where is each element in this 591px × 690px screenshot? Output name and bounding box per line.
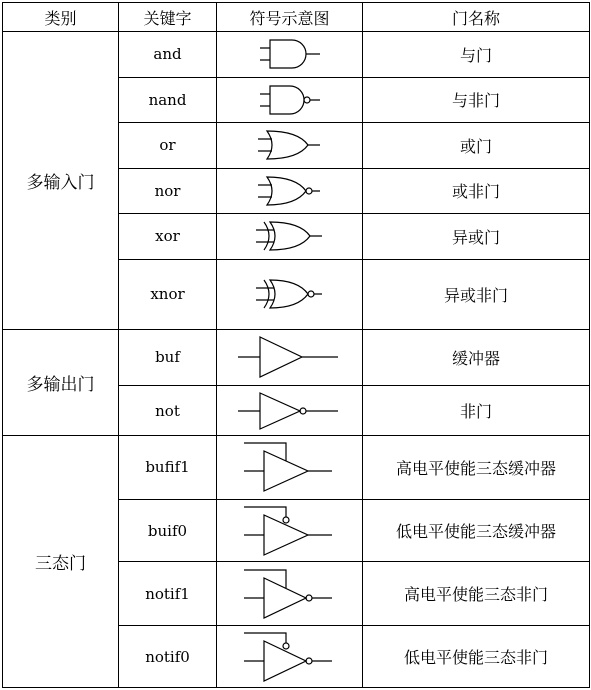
xor-gate-icon [240,216,340,256]
keyword-cell: buf [119,329,217,386]
or-gate-icon [240,125,340,165]
symbol-cell [217,32,363,78]
bufif1-gate-icon [240,439,340,495]
header-category: 类别 [3,3,119,32]
keyword-cell: xnor [119,259,217,329]
symbol-cell [217,499,363,562]
gate-name-cell: 异或非门 [363,259,590,329]
keyword-cell: notif1 [119,562,217,626]
gate-name-cell: 异或门 [363,214,590,260]
table-row [3,329,590,386]
bufif0-gate-icon [240,503,340,559]
keyword-cell: xor [119,214,217,260]
gate-name-cell: 非门 [363,386,590,436]
notif1-gate-icon [240,566,340,622]
nand-gate-icon [240,80,340,120]
buffer-gate-icon [230,333,350,381]
keyword-cell: nand [119,77,217,123]
symbol-cell [217,435,363,499]
nor-gate-icon [240,171,340,211]
gate-name-cell: 高电平使能三态非门 [363,562,590,626]
gate-name-cell: 缓冲器 [363,329,590,386]
header-keyword: 关键字 [119,3,217,32]
gate-name-cell: 低电平使能三态非门 [363,626,590,688]
symbol-cell [217,168,363,214]
symbol-cell [217,386,363,436]
keyword-cell: nor [119,168,217,214]
logic-gate-table [2,2,590,688]
gate-name-cell: 高电平使能三态缓冲器 [363,435,590,499]
category-cell: 三态门 [3,435,119,687]
keyword-cell: not [119,386,217,436]
gate-name-cell: 或非门 [363,168,590,214]
header-name: 门名称 [363,3,590,32]
symbol-cell [217,329,363,386]
symbol-cell [217,123,363,169]
symbol-cell [217,259,363,329]
symbol-cell [217,77,363,123]
keyword-cell: buif0 [119,499,217,562]
gate-name-cell: 与非门 [363,77,590,123]
category-cell: 多输入门 [3,32,119,330]
table-row [3,435,590,499]
header-row [3,3,590,32]
keyword-cell: and [119,32,217,78]
symbol-cell [217,214,363,260]
gate-name-cell: 与门 [363,32,590,78]
not-gate-icon [230,389,350,433]
xnor-gate-icon [240,274,340,314]
symbol-cell [217,562,363,626]
and-gate-icon [240,34,340,74]
keyword-cell: or [119,123,217,169]
notif0-gate-icon [240,629,340,685]
gate-name-cell: 或门 [363,123,590,169]
header-symbol: 符号示意图 [217,3,363,32]
table-row [3,32,590,78]
symbol-cell [217,626,363,688]
gate-name-cell: 低电平使能三态缓冲器 [363,499,590,562]
keyword-cell: notif0 [119,626,217,688]
category-cell: 多输出门 [3,329,119,435]
keyword-cell: bufif1 [119,435,217,499]
